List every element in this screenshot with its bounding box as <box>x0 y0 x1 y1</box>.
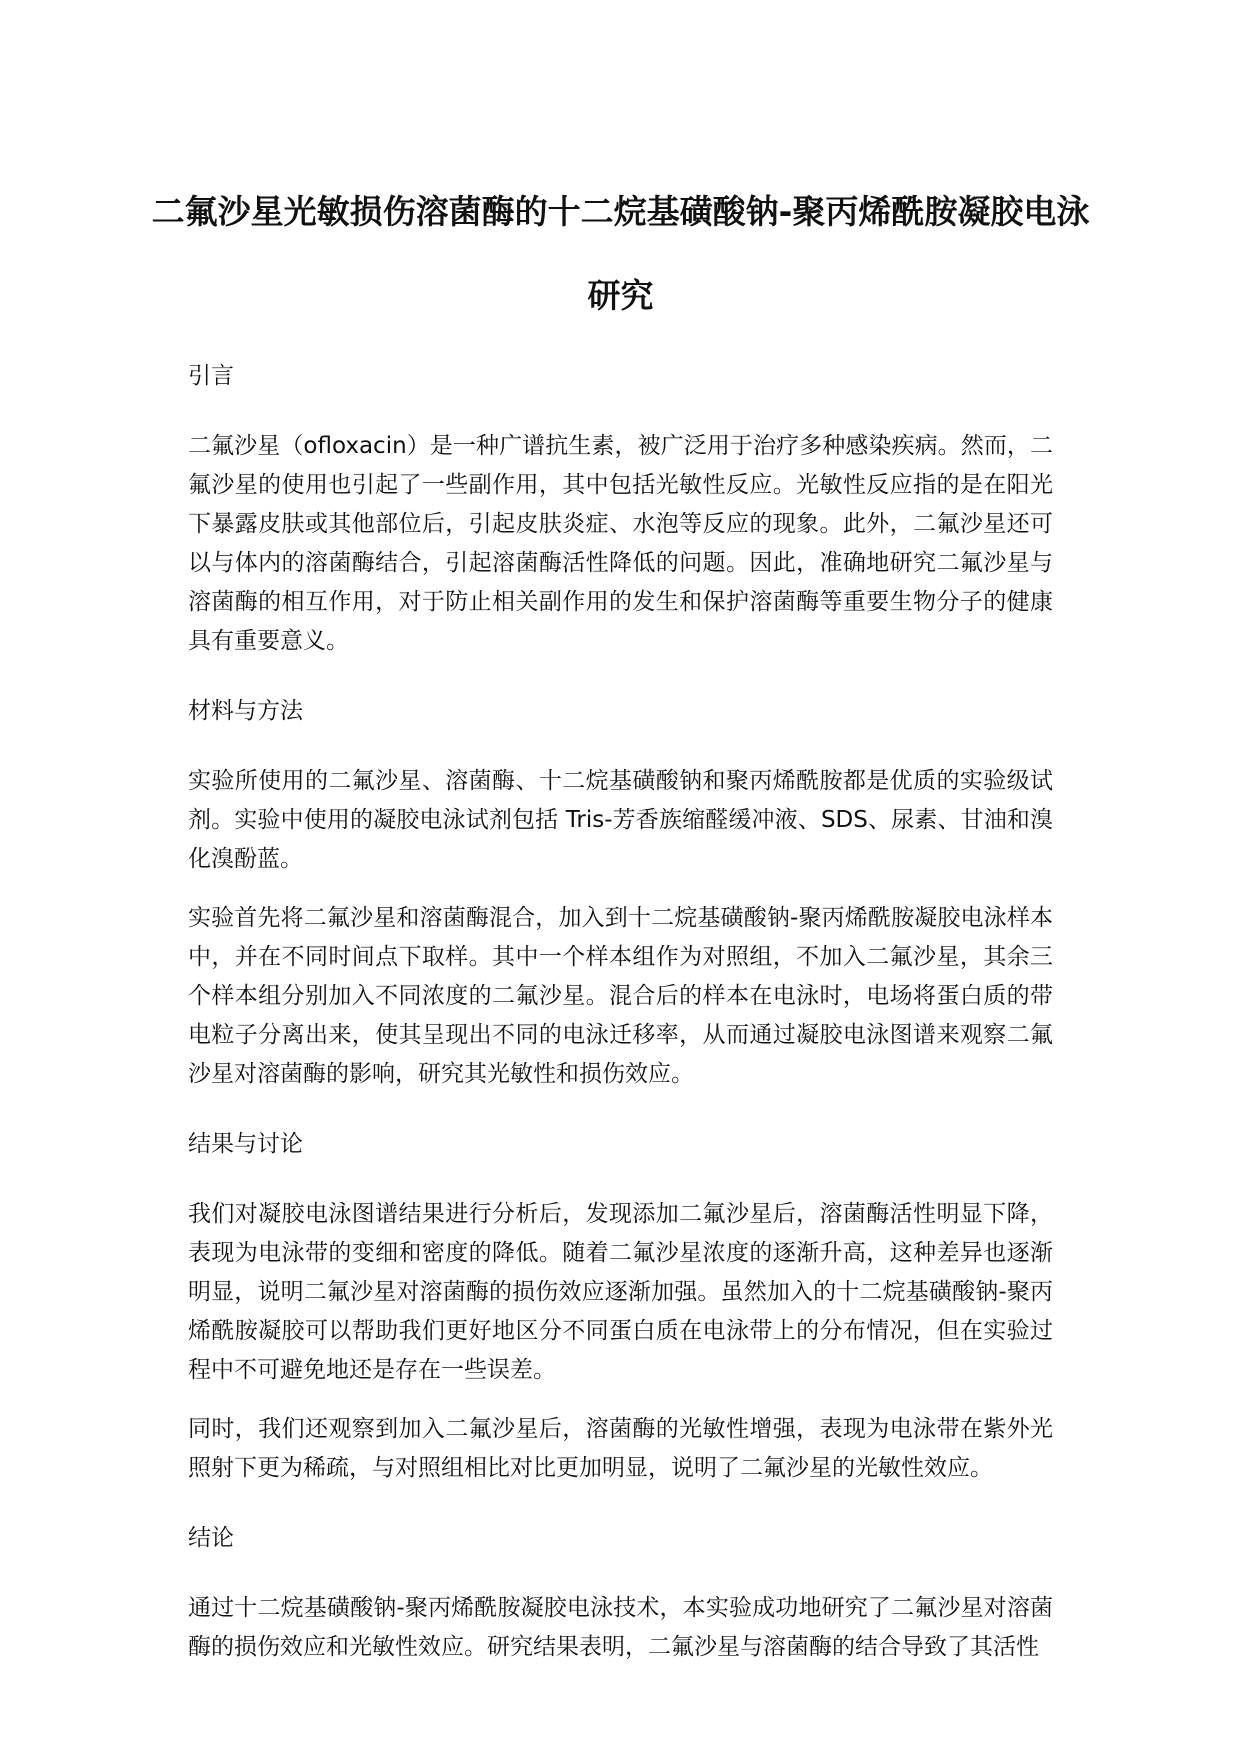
section-heading-intro: 引言 <box>188 363 234 389</box>
paragraph-conclusion-1: 通过十二烷基磺酸钠-聚丙烯酰胺凝胶电泳技术，本实验成功地研究了二氟沙星对溶菌酶的损伤效应和光敏性效应。研究结果表明，二氟沙星与溶菌酶的结合导致了其活性 <box>188 1595 1053 1660</box>
section-results <box>188 1125 1053 1488</box>
section-intro <box>188 357 1053 661</box>
paragraph-results-1: 我们对凝胶电泳图谱结果进行分析后，发现添加二氟沙星后，溶菌酶活性明显下降，表现为电泳带的变细和密度的降低。随着二氟沙星浓度的逐渐升高，这种差异也逐渐明显，说明二氟沙星对溶菌酶的损伤效应逐渐加强。虽然加入的十二烷基磺酸钠-聚丙烯酰胺凝胶可以帮助我们更好地区分不同蛋白质在电泳带上的分布情况，但在实验过程中不可避免地还是存在一些误差。 <box>188 1201 1053 1383</box>
paragraph-methods-2: 实验首先将二氟沙星和溶菌酶混合，加入到十二烷基磺酸钠-聚丙烯酰胺凝胶电泳样本中，并在不同时间点下取样。其中一个样本组作为对照组，不加入二氟沙星，其余三个样本组分别加入不同浓度的二氟沙星。混合后的样本在电泳时，电场将蛋白质的带电粒子分离出来，使其呈现出不同的电泳迁移率，从而通过凝胶电泳图谱来观察二氟沙星对溶菌酶的影响，研究其光敏性和损伤效应。 <box>188 905 1053 1087</box>
section-conclusion <box>188 1519 1053 1667</box>
section-methods <box>188 692 1053 1094</box>
paragraph-results-2: 同时，我们还观察到加入二氟沙星后，溶菌酶的光敏性增强，表现为电泳带在紫外光照射下更为稀疏，与对照组相比对比更加明显，说明了二氟沙星的光敏性效应。 <box>188 1416 1053 1481</box>
section-heading-results: 结果与讨论 <box>188 1131 303 1157</box>
paragraph-methods-1: 实验所使用的二氟沙星、溶菌酶、十二烷基磺酸钠和聚丙烯酰胺都是优质的实验级试剂。实验中使用的凝胶电泳试剂包括 Tris-芳香族缩醛缓冲液、SDS、尿素、甘油和溴化溴酚蓝。 <box>188 768 1053 872</box>
section-heading-methods: 材料与方法 <box>188 698 303 724</box>
paragraph-intro-1: 二氟沙星（ofloxacin）是一种广谱抗生素，被广泛用于治疗多种感染疾病。然而，二氟沙星的使用也引起了一些副作用，其中包括光敏性反应。光敏性反应指的是在阳光下暴露皮肤或其他部位后，引起皮肤炎症、水泡等反应的现象。此外，二氟沙星还可以与体内的溶菌酶结合，引起溶菌酶活性降低的问题。因此，准确地研究二氟沙星与溶菌酶的相互作用，对于防止相关副作用的发生和保护溶菌酶等重要生物分子的健康具有重要意义。 <box>188 433 1053 654</box>
section-heading-conclusion: 结论 <box>188 1525 234 1551</box>
document-body <box>188 357 1053 1667</box>
document-title: 二氟沙星光敏损伤溶菌酶的十二烷基磺酸钠-聚丙烯酰胺凝胶电泳研究 <box>151 192 1090 315</box>
